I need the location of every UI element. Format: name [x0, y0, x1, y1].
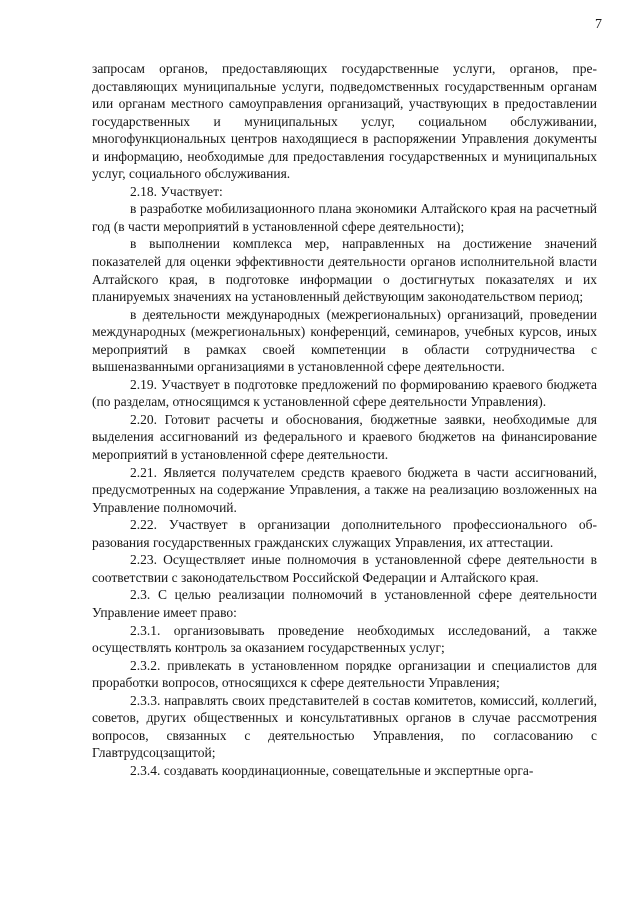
- paragraph: 2.20. Готовит расчеты и обоснования, бюджетные заявки, необходимые для выделения ассигнований из федерального и краевого бюджетов на финансирование мероприятий в установленной сфере деятельности.: [92, 411, 597, 463]
- paragraph: 2.21. Является получателем средств краевого бюджета в части ассигнований, предусмотренных на содержание Управления, а также на реализацию возложенных на Управление полномочий.: [92, 464, 597, 515]
- paragraph: 2.3. С целью реализации полномочий в установленной сфере деятельности Управление имеет право:: [92, 587, 597, 620]
- paragraph: в разработке мобилизационного плана экономики Алтайского края на расчетный год (в части мероприятий в установленной сфере деятельности);: [92, 201, 597, 234]
- paragraph: 2.3.4. создавать координационные, совещательные и экспертные орга-: [130, 762, 534, 778]
- paragraph: 2.3.1. организовывать проведение необходимых исследований, а также осуществлять контроль за оказанием государственных услуг;: [92, 622, 597, 656]
- paragraph: 2.19. Участвует в подготовке предложений по формированию краевого бюджета (по разделам, относящимся к установленной сфере деятельности Управления).: [92, 376, 597, 410]
- paragraph: 2.23. Осуществляет иные полномочия в установленной сфере деятельности в соответствии с законодательством Российской Федерации и Алтайского края.: [92, 552, 597, 585]
- paragraph: 2.3.3. направлять своих представителей в состав комитетов, комиссий, коллегий, советов, других общественных и консультативных органов в случае рассмотрения вопросов, связанных с деятельностью Управления, по согласованию с Главтрудсоцзащитой;: [92, 692, 597, 761]
- paragraph: запросам органов, предоставляющих государственные услуги, органов, предоставляющих муниципальные услуги, подведомственных государственным органам или органам местного самоуправления организаций, участвующих в предоставлении государственных и муниципальных услуг, социальном обслуживании, многофункциональных центров находящиеся в распоряжении Управления документы и информацию, необходимые для предоставления государственных и муниципальных услуг, социального обслуживания.: [92, 61, 597, 182]
- document-body: [92, 60, 597, 779]
- paragraph: 2.18. Участвует:: [130, 183, 223, 199]
- paragraph: в выполнении комплекса мер, направленных на достижение значений показателей для оценки эффективности деятельности органов исполнительной власти Алтайского края, в подготовке информации о достигнутых показателях и их планируемых значениях на установленный действующим законодательством период;: [92, 236, 597, 305]
- paragraph: в деятельности международных (межрегиональных) организаций, проведении международных (межрегиональных) конференций, семинаров, учебных курсов, иных мероприятий в рамках своей компетенции в области сотрудничества с вышеназванными организациями в установленной сфере деятельности.: [92, 306, 597, 375]
- page-number: 7: [595, 17, 602, 32]
- paragraph: 2.3.2. привлекать в установленном порядке организации и специалистов для проработки вопросов, относящихся к сфере деятельности Управления;: [92, 657, 597, 691]
- paragraph: 2.22. Участвует в организации дополнительного профессионального образования государственных гражданских служащих Управления, их аттестации.: [92, 517, 597, 550]
